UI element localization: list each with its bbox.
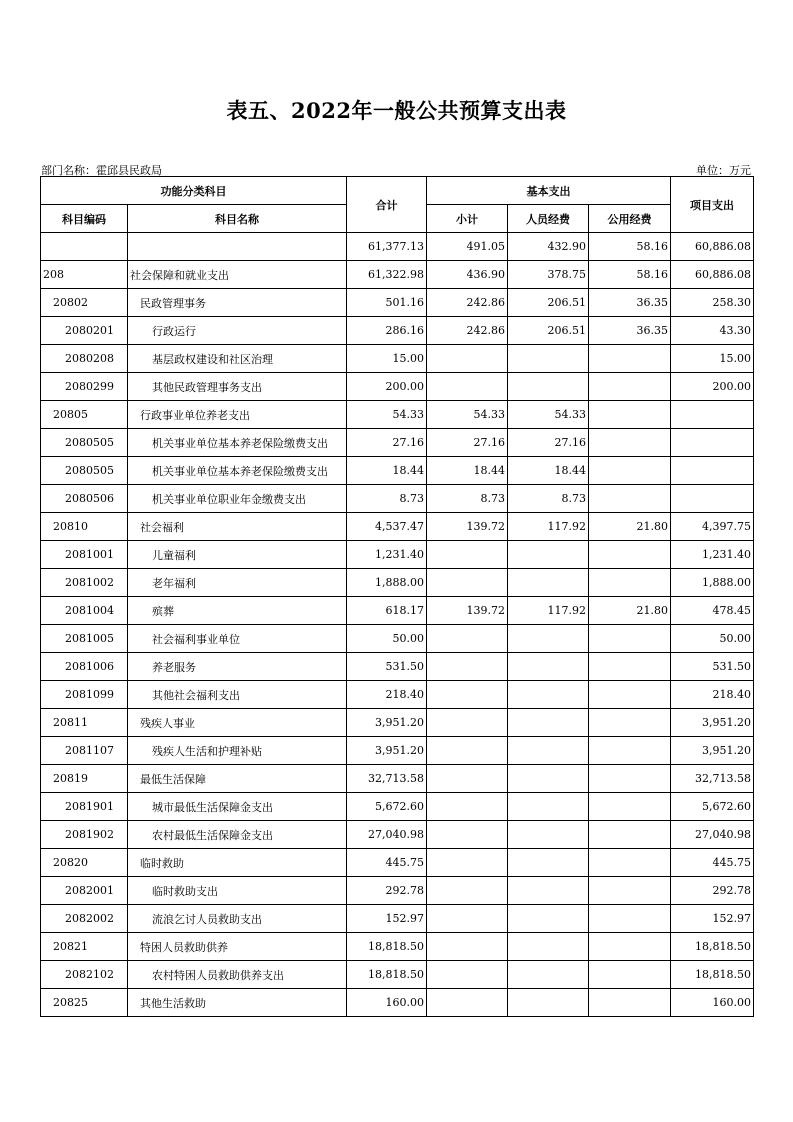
cell-project: 60,886.08 [671, 261, 754, 289]
header-functional: 功能分类科目 [41, 177, 347, 205]
cell-subtotal: 8.73 [427, 485, 508, 513]
cell-code: 2080208 [41, 345, 128, 373]
cell-personnel [508, 905, 589, 933]
cell-name: 社会福利 [128, 513, 347, 541]
cell-total: 32,713.58 [347, 765, 427, 793]
cell-code: 208 [41, 261, 128, 289]
cell-personnel: 378.75 [508, 261, 589, 289]
cell-subtotal [427, 793, 508, 821]
cell-code: 20819 [41, 765, 128, 793]
cell-personnel: 206.51 [508, 317, 589, 345]
cell-subtotal [427, 905, 508, 933]
table-row [41, 625, 754, 653]
cell-personnel: 8.73 [508, 485, 589, 513]
cell-public [589, 569, 671, 597]
cell-subtotal [427, 625, 508, 653]
cell-personnel [508, 961, 589, 989]
cell-project: 5,672.60 [671, 793, 754, 821]
cell-subtotal [427, 849, 508, 877]
header-personnel: 人员经费 [508, 205, 589, 233]
cell-subtotal: 27.16 [427, 429, 508, 457]
cell-total: 50.00 [347, 625, 427, 653]
cell-name: 社会福利事业单位 [128, 625, 347, 653]
cell-name: 其他生活救助 [128, 989, 347, 1017]
table-row [41, 821, 754, 849]
cell-subtotal [427, 821, 508, 849]
cell-name: 农村特困人员救助供养支出 [128, 961, 347, 989]
table-row [41, 261, 754, 289]
cell-project: 3,951.20 [671, 737, 754, 765]
cell-subtotal [427, 933, 508, 961]
cell-name: 社会保障和就业支出 [128, 261, 347, 289]
cell-project [671, 429, 754, 457]
cell-project: 32,713.58 [671, 765, 754, 793]
cell-code: 20821 [41, 933, 128, 961]
cell-personnel [508, 765, 589, 793]
cell-personnel [508, 933, 589, 961]
cell-name [128, 233, 347, 261]
cell-total: 61,322.98 [347, 261, 427, 289]
cell-personnel: 117.92 [508, 597, 589, 625]
table-row [41, 737, 754, 765]
cell-subtotal [427, 653, 508, 681]
cell-total: 5,672.60 [347, 793, 427, 821]
cell-name: 其他民政管理事务支出 [128, 373, 347, 401]
table-row [41, 317, 754, 345]
cell-total: 292.78 [347, 877, 427, 905]
cell-total: 286.16 [347, 317, 427, 345]
cell-total: 445.75 [347, 849, 427, 877]
table-row [41, 681, 754, 709]
cell-project: 60,886.08 [671, 233, 754, 261]
cell-personnel [508, 821, 589, 849]
cell-subtotal: 242.86 [427, 317, 508, 345]
cell-public [589, 877, 671, 905]
cell-public: 58.16 [589, 261, 671, 289]
cell-total: 18.44 [347, 457, 427, 485]
cell-subtotal [427, 737, 508, 765]
cell-project [671, 457, 754, 485]
cell-public [589, 625, 671, 653]
table-row [41, 765, 754, 793]
cell-personnel: 432.90 [508, 233, 589, 261]
cell-subtotal: 18.44 [427, 457, 508, 485]
cell-public: 36.35 [589, 317, 671, 345]
cell-code: 20820 [41, 849, 128, 877]
cell-personnel [508, 345, 589, 373]
cell-total: 3,951.20 [347, 709, 427, 737]
cell-public: 36.35 [589, 289, 671, 317]
cell-project: 50.00 [671, 625, 754, 653]
cell-subtotal: 436.90 [427, 261, 508, 289]
cell-total: 4,537.47 [347, 513, 427, 541]
cell-project: 3,951.20 [671, 709, 754, 737]
cell-project: 258.30 [671, 289, 754, 317]
cell-code: 2080506 [41, 485, 128, 513]
cell-name: 基层政权建设和社区治理 [128, 345, 347, 373]
cell-code [41, 233, 128, 261]
cell-subtotal [427, 681, 508, 709]
table-row [41, 457, 754, 485]
table-row [41, 485, 754, 513]
table-row [41, 793, 754, 821]
cell-total: 54.33 [347, 401, 427, 429]
table-row [41, 289, 754, 317]
cell-public: 21.80 [589, 597, 671, 625]
cell-name: 农村最低生活保障金支出 [128, 821, 347, 849]
cell-name: 最低生活保障 [128, 765, 347, 793]
cell-name: 儿童福利 [128, 541, 347, 569]
table-row [41, 961, 754, 989]
cell-project: 1,231.40 [671, 541, 754, 569]
cell-code: 20810 [41, 513, 128, 541]
cell-project: 15.00 [671, 345, 754, 373]
cell-project: 18,818.50 [671, 961, 754, 989]
cell-total: 18,818.50 [347, 933, 427, 961]
cell-personnel: 206.51 [508, 289, 589, 317]
cell-name: 残疾人生活和护理补贴 [128, 737, 347, 765]
cell-personnel: 117.92 [508, 513, 589, 541]
cell-personnel [508, 877, 589, 905]
cell-personnel: 54.33 [508, 401, 589, 429]
cell-public [589, 821, 671, 849]
cell-personnel [508, 625, 589, 653]
cell-public [589, 905, 671, 933]
cell-code: 2080505 [41, 429, 128, 457]
table-row [41, 877, 754, 905]
cell-code: 2081002 [41, 569, 128, 597]
cell-project: 200.00 [671, 373, 754, 401]
cell-project: 445.75 [671, 849, 754, 877]
cell-name: 民政管理事务 [128, 289, 347, 317]
cell-public [589, 989, 671, 1017]
table-row [41, 513, 754, 541]
cell-name: 临时救助 [128, 849, 347, 877]
cell-project: 531.50 [671, 653, 754, 681]
cell-subtotal [427, 877, 508, 905]
cell-public [589, 793, 671, 821]
header-row-1 [41, 177, 754, 205]
cell-public: 58.16 [589, 233, 671, 261]
cell-public [589, 765, 671, 793]
cell-total: 152.97 [347, 905, 427, 933]
cell-subtotal [427, 961, 508, 989]
cell-subtotal [427, 345, 508, 373]
cell-public [589, 709, 671, 737]
cell-project: 478.45 [671, 597, 754, 625]
cell-code: 2081107 [41, 737, 128, 765]
cell-public [589, 737, 671, 765]
cell-name: 老年福利 [128, 569, 347, 597]
table-row [41, 709, 754, 737]
cell-code: 2081004 [41, 597, 128, 625]
cell-subtotal [427, 709, 508, 737]
cell-code: 20811 [41, 709, 128, 737]
cell-code: 2082001 [41, 877, 128, 905]
cell-total: 18,818.50 [347, 961, 427, 989]
cell-project: 292.78 [671, 877, 754, 905]
cell-name: 流浪乞讨人员救助支出 [128, 905, 347, 933]
table-row [41, 905, 754, 933]
table-row [41, 401, 754, 429]
table-row [41, 653, 754, 681]
header-name: 科目名称 [128, 205, 347, 233]
cell-total: 15.00 [347, 345, 427, 373]
cell-code: 2081001 [41, 541, 128, 569]
cell-public: 21.80 [589, 513, 671, 541]
cell-total: 61,377.13 [347, 233, 427, 261]
cell-project: 43.30 [671, 317, 754, 345]
table-row [41, 541, 754, 569]
cell-total: 501.16 [347, 289, 427, 317]
table-row [41, 569, 754, 597]
header-project: 项目支出 [671, 177, 754, 233]
cell-public [589, 849, 671, 877]
cell-total: 1,888.00 [347, 569, 427, 597]
cell-code: 20825 [41, 989, 128, 1017]
table-row [41, 849, 754, 877]
cell-code: 2081902 [41, 821, 128, 849]
cell-project: 4,397.75 [671, 513, 754, 541]
cell-public [589, 541, 671, 569]
cell-total: 531.50 [347, 653, 427, 681]
cell-personnel [508, 653, 589, 681]
header-public: 公用经费 [589, 205, 671, 233]
cell-personnel [508, 569, 589, 597]
table-body [41, 233, 754, 1017]
cell-public [589, 961, 671, 989]
budget-table [40, 176, 754, 1017]
cell-name: 城市最低生活保障金支出 [128, 793, 347, 821]
table-row [41, 233, 754, 261]
header-subtotal: 小计 [427, 205, 508, 233]
header-basic: 基本支出 [427, 177, 671, 205]
department-label: 部门名称：霍邱县民政局 [41, 164, 162, 177]
cell-subtotal: 54.33 [427, 401, 508, 429]
cell-subtotal [427, 373, 508, 401]
cell-code: 2082102 [41, 961, 128, 989]
cell-public [589, 653, 671, 681]
cell-total: 27.16 [347, 429, 427, 457]
cell-code: 2080299 [41, 373, 128, 401]
cell-project: 18,818.50 [671, 933, 754, 961]
cell-code: 20802 [41, 289, 128, 317]
cell-subtotal [427, 569, 508, 597]
cell-code: 2081005 [41, 625, 128, 653]
cell-total: 1,231.40 [347, 541, 427, 569]
cell-total: 200.00 [347, 373, 427, 401]
header-total: 合计 [347, 177, 427, 233]
header-code: 科目编码 [41, 205, 128, 233]
cell-subtotal [427, 989, 508, 1017]
table-row [41, 597, 754, 625]
cell-project [671, 401, 754, 429]
cell-code: 2081099 [41, 681, 128, 709]
cell-personnel [508, 681, 589, 709]
cell-project [671, 485, 754, 513]
cell-personnel [508, 849, 589, 877]
cell-name: 临时救助支出 [128, 877, 347, 905]
cell-personnel [508, 373, 589, 401]
cell-code: 2082002 [41, 905, 128, 933]
table-row [41, 429, 754, 457]
cell-name: 其他社会福利支出 [128, 681, 347, 709]
cell-code: 2080505 [41, 457, 128, 485]
cell-name: 殡葬 [128, 597, 347, 625]
table-row [41, 933, 754, 961]
cell-total: 618.17 [347, 597, 427, 625]
table-row [41, 373, 754, 401]
cell-code: 2081006 [41, 653, 128, 681]
cell-subtotal: 242.86 [427, 289, 508, 317]
cell-project: 152.97 [671, 905, 754, 933]
cell-name: 特困人员救助供养 [128, 933, 347, 961]
cell-personnel [508, 709, 589, 737]
cell-public [589, 345, 671, 373]
cell-subtotal: 139.72 [427, 597, 508, 625]
cell-project: 1,888.00 [671, 569, 754, 597]
cell-personnel: 27.16 [508, 429, 589, 457]
cell-name: 机关事业单位职业年金缴费支出 [128, 485, 347, 513]
cell-name: 行政事业单位养老支出 [128, 401, 347, 429]
cell-subtotal: 491.05 [427, 233, 508, 261]
cell-total: 27,040.98 [347, 821, 427, 849]
cell-public [589, 373, 671, 401]
cell-public [589, 429, 671, 457]
cell-public [589, 681, 671, 709]
cell-public [589, 401, 671, 429]
cell-subtotal [427, 541, 508, 569]
unit-label: 单位：万元 [696, 164, 751, 177]
cell-public [589, 457, 671, 485]
cell-total: 218.40 [347, 681, 427, 709]
page-title: 表五、2022年一般公共预算支出表 [226, 98, 567, 123]
cell-subtotal: 139.72 [427, 513, 508, 541]
cell-name: 机关事业单位基本养老保险缴费支出 [128, 429, 347, 457]
cell-name: 行政运行 [128, 317, 347, 345]
cell-total: 8.73 [347, 485, 427, 513]
cell-subtotal [427, 765, 508, 793]
cell-public [589, 933, 671, 961]
cell-name: 机关事业单位基本养老保险缴费支出 [128, 457, 347, 485]
table-row [41, 345, 754, 373]
cell-personnel [508, 989, 589, 1017]
cell-name: 残疾人事业 [128, 709, 347, 737]
cell-project: 218.40 [671, 681, 754, 709]
cell-personnel [508, 541, 589, 569]
cell-personnel: 18.44 [508, 457, 589, 485]
table-row [41, 989, 754, 1017]
cell-personnel [508, 737, 589, 765]
cell-name: 养老服务 [128, 653, 347, 681]
cell-project: 160.00 [671, 989, 754, 1017]
cell-total: 160.00 [347, 989, 427, 1017]
cell-code: 2081901 [41, 793, 128, 821]
cell-code: 2080201 [41, 317, 128, 345]
cell-total: 3,951.20 [347, 737, 427, 765]
cell-project: 27,040.98 [671, 821, 754, 849]
cell-personnel [508, 793, 589, 821]
cell-public [589, 485, 671, 513]
cell-code: 20805 [41, 401, 128, 429]
